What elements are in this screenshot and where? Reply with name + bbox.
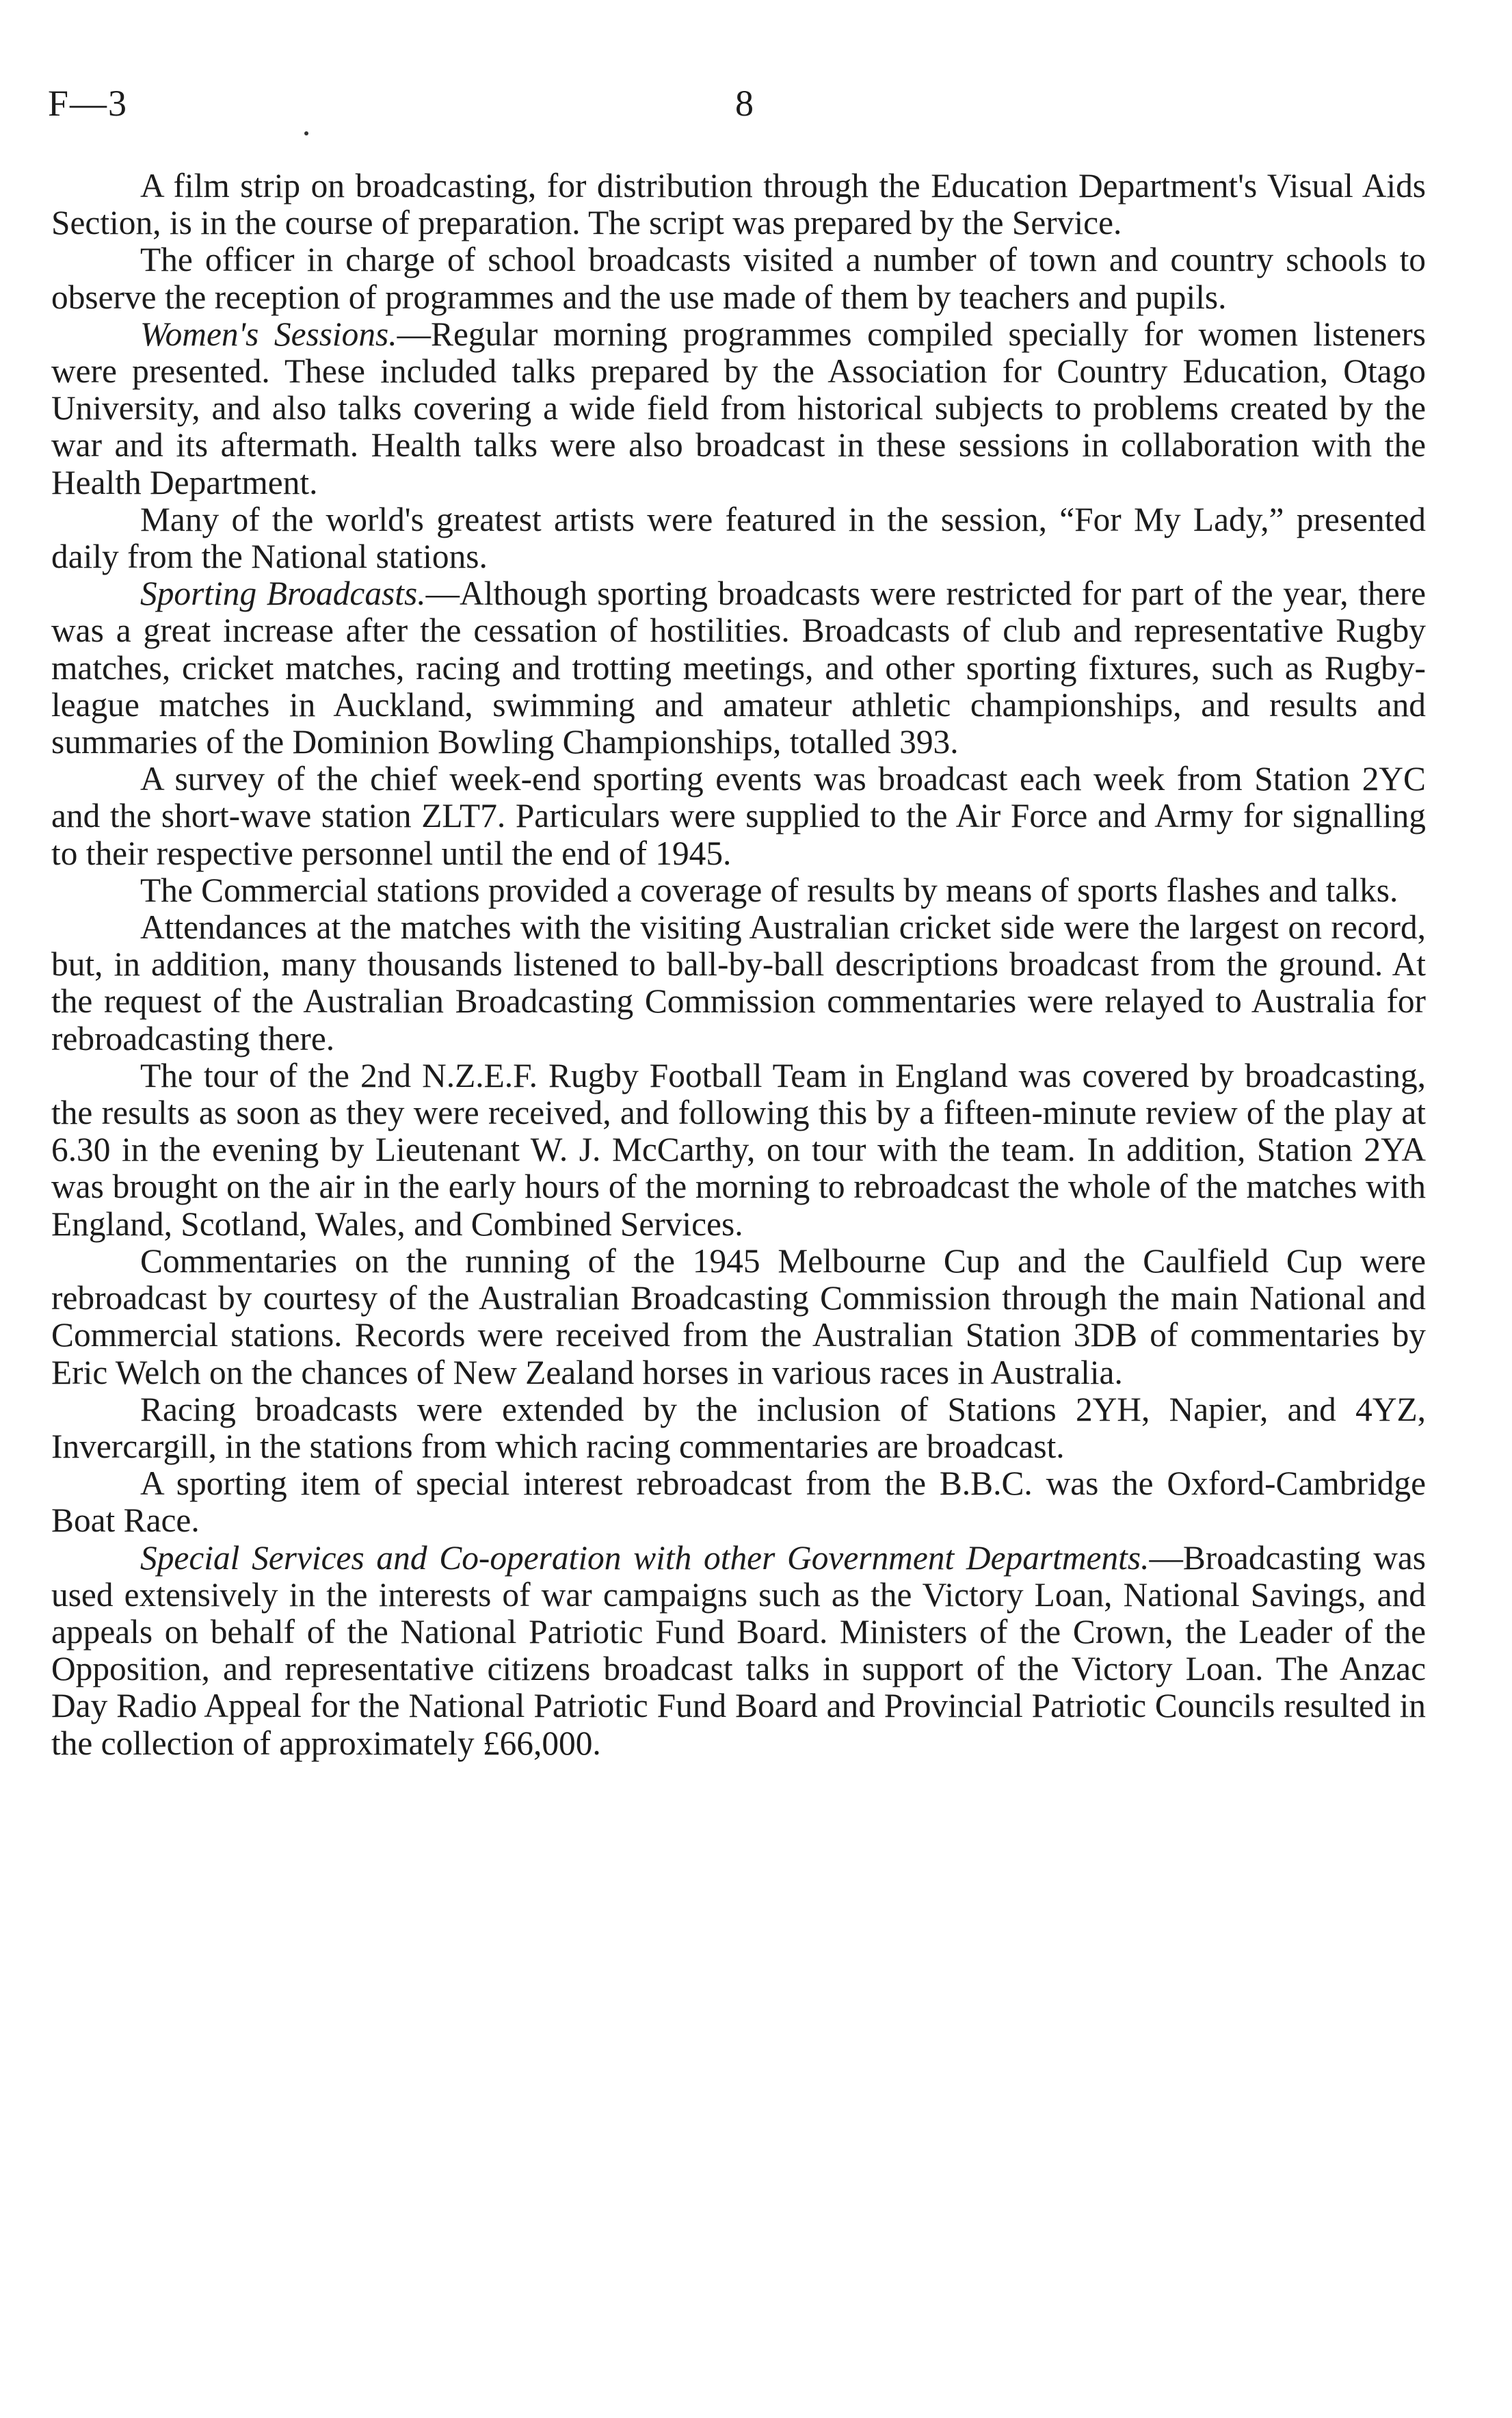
page-header <box>48 82 1440 137</box>
paragraph-school-broadcasts-officer: The officer in charge of school broadcasts visited a number of town and country schools to observe the reception of programmes and the use made of them by teachers and pupils. <box>51 241 1426 316</box>
document-reference: F—3 <box>48 83 129 124</box>
page-number: 8 <box>735 83 754 124</box>
section-heading-sporting-broadcasts: Sporting Broadcasts. <box>140 575 426 613</box>
paragraph-for-my-lady: Many of the world's greatest artists were featured in the session, “For My Lady,” presented daily from the National stations. <box>51 500 1426 576</box>
paragraph-australian-cricket: Attendances at the matches with the visiting Australian cricket side were the largest on record, but, in addition, many thousands listened to ball-by-ball descriptions broadcast from the ground. At the request of the Australian Broadcasting Commission commentaries were relayed to Australia for rebroadcasting there. <box>51 908 1426 1057</box>
report-body <box>51 168 1426 1762</box>
paragraph-melbourne-cup: Commentaries on the running of the 1945 Melbourne Cup and the Caulfield Cup were rebroadcast by courtesy of the Australian Broadcasting Commission through the main National and Commercial stations. Records were received from the Australian Station 3DB of commentaries by Eric Welch on the chances of New Zealand horses in various races in Australia. <box>51 1241 1426 1391</box>
section-heading-special-services: Special Services and Co-operation with other Government Departments. <box>140 1538 1150 1577</box>
section-heading-womens-sessions: Women's Sessions. <box>140 315 397 353</box>
paragraph-film-strip: A film strip on broadcasting, for distribution through the Education Department's Visual Aids Section, is in the course of preparation. The script was prepared by the Service. <box>51 167 1426 242</box>
paragraph-commercial-stations: The Commercial stations provided a coverage of results by means of sports flashes and talks. <box>140 871 1398 909</box>
paragraph-womens-sessions: Women's Sessions.—Regular morning programmes compiled specially for women listeners were presented. These included talks prepared by the Association for Country Education, Otago University, and also talks covering a wide field from historical subjects to problems created by the war and its aftermath. Health talks were also broadcast in these sessions in collaboration with the Health Department. <box>51 315 1426 501</box>
print-speck <box>304 131 308 135</box>
paragraph-boat-race: A sporting item of special interest rebroadcast from the B.B.C. was the Oxford-Cambridge Boat Race. <box>51 1464 1426 1540</box>
paragraph-sporting-broadcasts: Sporting Broadcasts.—Although sporting broadcasts were restricted for part of the year, there was a great increase after the cessation of hostilities. Broadcasts of club and representative Rugby matches, cricket matches, racing and trotting meetings, and other sporting fixtures, such as Rugby-league matches in Auckland, swimming and amateur athletic championships, and results and summaries of the Dominion Bowling Championships, totalled 393. <box>51 575 1426 761</box>
paragraph-special-services: Special Services and Co-operation with other Government Departments.—Broadcasting was used extensively in the interests of war campaigns such as the Victory Loan, National Savings, and appeals on behalf of the National Patriotic Fund Board. Ministers of the Crown, the Leader of the Opposition, and representative citizens broadcast talks in support of the Victory Loan. The Anzac Day Radio Appeal for the National Patriotic Fund Board and Provincial Patriotic Councils resulted in the collection of approximately £66,000. <box>51 1538 1427 1762</box>
paragraph-rugby-tour: The tour of the 2nd N.Z.E.F. Rugby Football Team in England was covered by broadcasting, the results as soon as they were received, and following this by a fifteen-minute review of the play at 6.30 in the evening by Lieutenant W. J. McCarthy, on tour with the team. In addition, Station 2YA was brought on the air in the early hours of the morning to rebroadcast the whole of the matches with England, Scotland, Wales, and Combined Services. <box>51 1056 1426 1243</box>
paragraph-weekend-survey: A survey of the chief week-end sporting events was broadcast each week from Station 2YC and the short-wave station ZLT7. Particulars were supplied to the Air Force and Army for signalling to their respective personnel until the end of 1945. <box>51 760 1426 872</box>
paragraph-racing-broadcasts: Racing broadcasts were extended by the inclusion of Stations 2YH, Napier, and 4YZ, Invercargill, in the stations from which racing commentaries are broadcast. <box>51 1390 1426 1465</box>
